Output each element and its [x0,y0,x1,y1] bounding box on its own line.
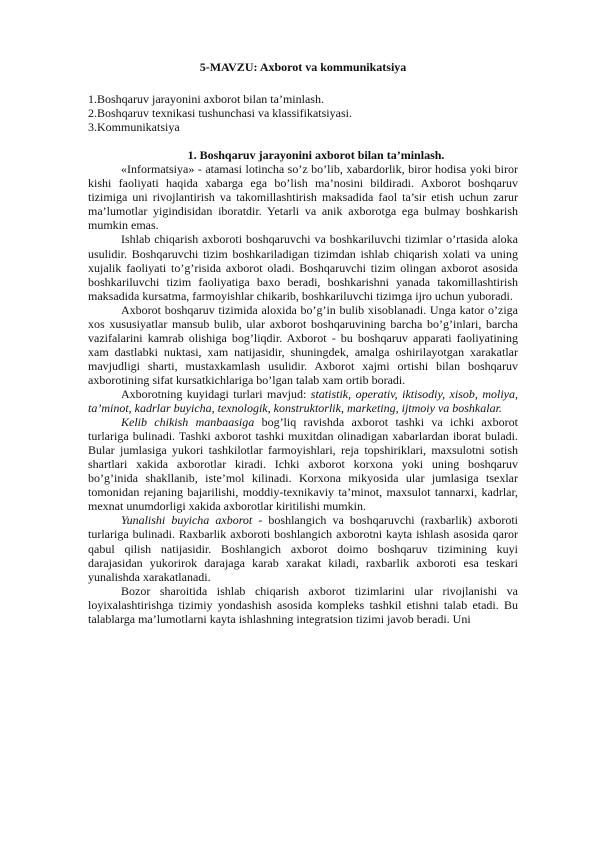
topic-item: 3.Kommunikatsiya [88,120,180,135]
emphasis-text: statistik, operativ, iktisodiy, xisob, moliya, ta’minot, kadrlar buyicha, texnologik, konstruktorlik, marketing, ijtmoiy va boshkalar. [88,386,518,416]
document-page [88,60,518,626]
emphasis-text: Yunalishi buyicha axborot [121,513,253,528]
paragraph-text: - boshlangich va boshqaruvchi (raxbarlik) axboroti turlariga bulinadi. Raxbarlik axboroti boshlangich axborotni kayta ishlash asosida qaror qabul qilish natijasidir. Boshlangich axborot doimo boshqaruv tizimining kuyi darajasidan yukorirok darajaga karab xarakat kiladi, raxbarlik axboroti esa teskari yunalishda xarakatlanadi. [88,513,518,584]
topic-item: 1.Boshqaruv jarayonini axborot bilan ta’minlash. [88,92,324,107]
page-title: 5-MAVZU: Axborot va kommunikatsiya [199,60,407,74]
paragraph: Bozor sharoitida ishlab chiqarish axborot tizimlarini ular rivojlanishi va loyixalashtirishga tizimiy yondashish asosida kompleks tashkil etishni talab etadi. Bu talablarga ma’lumotlarni kayta ishlashning integratsion tizimi javob beradi. Uni [88,583,518,626]
emphasis-text: Kelib chikish manbaasiga [121,415,255,430]
topic-item: 2.Boshqaruv texnikasi tushunchasi va klassifikatsiyasi. [88,106,352,121]
paragraph-text: bog’liq ravishda axborot tashki va ichki axborot turlariga bulinadi. Tashki axborot tashki muxitdan olinadigan xabarlardan iborat buladi. Bular jumlasiga yukori tashkilotlar farmoyishlari, reja topshiriklari, maxsulotni sotish shartlari xakida axborotlar kiradi. Ichki axborot korxona yoki uning boshqaruv bo’g’inida shakllanib, iste’mol kilinadi. Korxona mikyosida ular jumlasiga tsexlar tomonidan rejaning bajarilishi, moddiy-texnikaviy ta’minot, maxsulot tannarxi, kadrlar, mexnat unumdorligi xakida axborotlar kiritilishi mumkin. [88,415,518,514]
paragraph [88,415,518,513]
topic-list [88,92,518,134]
section-heading: 1. Boshqaruv jarayonini axborot bilan ta’minlash. [187,148,445,163]
paragraph-text: Axborotning kuyidagi turlari mavjud: [121,386,311,401]
paragraph: «Informatsiya» - atamasi lotincha so’z bo’lib, xabardorlik, biror hodisa yoki biror kishi faoliyati haqida xabarga ega bo’lish ma’nosini bildiradi. Axborot boshqaruv tizimiga uni rivojlantirish va takomillashtirish maksadida faol ta’sir etish uchun zarur ma’lumotlar yigindisidan iboratdir. Yetarli va anik axborotga ega bulmay boshkarish mumkin emas. [88,162,518,233]
paragraph: Ishlab chiqarish axboroti boshqaruvchi va boshkariluvchi tizimlar o’rtasida aloka usulidir. Boshqaruvchi tizim boshkariladigan tizimdan ishlab chiqarish xolati va uning xujalik faoliyati to’g’risida axborot oladi. Boshqaruvchi tizim olingan axborot asosida boshkariluvchi tizim faoliyatiga baxo beradi, boshkarishni yanada takomillashtirish maksadida kursatma, farmoyishlar chikarib, boshkariluvchi tizimga ijro uchun yuboradi. [88,232,518,303]
paragraph: Axborot boshqaruv tizimida aloxida bo’g’in bulib xisoblanadi. Unga kator o’ziga xos xususiyatlar mansub bulib, ular axborot boshqaruvining barcha bo’g’inlari, barcha vazifalarini kamrab olishiga bog’liqdir. Axborot - bu boshqaruv apparati faoliyatining xam dastlabki nuktasi, xam natijasidir, shuningdek, amalga oshirilayotgan xarakatlar mavjudligi sharti, mustaxkamlash usulidir. Axborot xajmi ortishi bilan boshqaruv axborotining sifat kursatkichlariga bo’lgan talab xam ortib boradi. [88,302,518,387]
paragraph [88,387,518,415]
paragraph [88,513,518,583]
